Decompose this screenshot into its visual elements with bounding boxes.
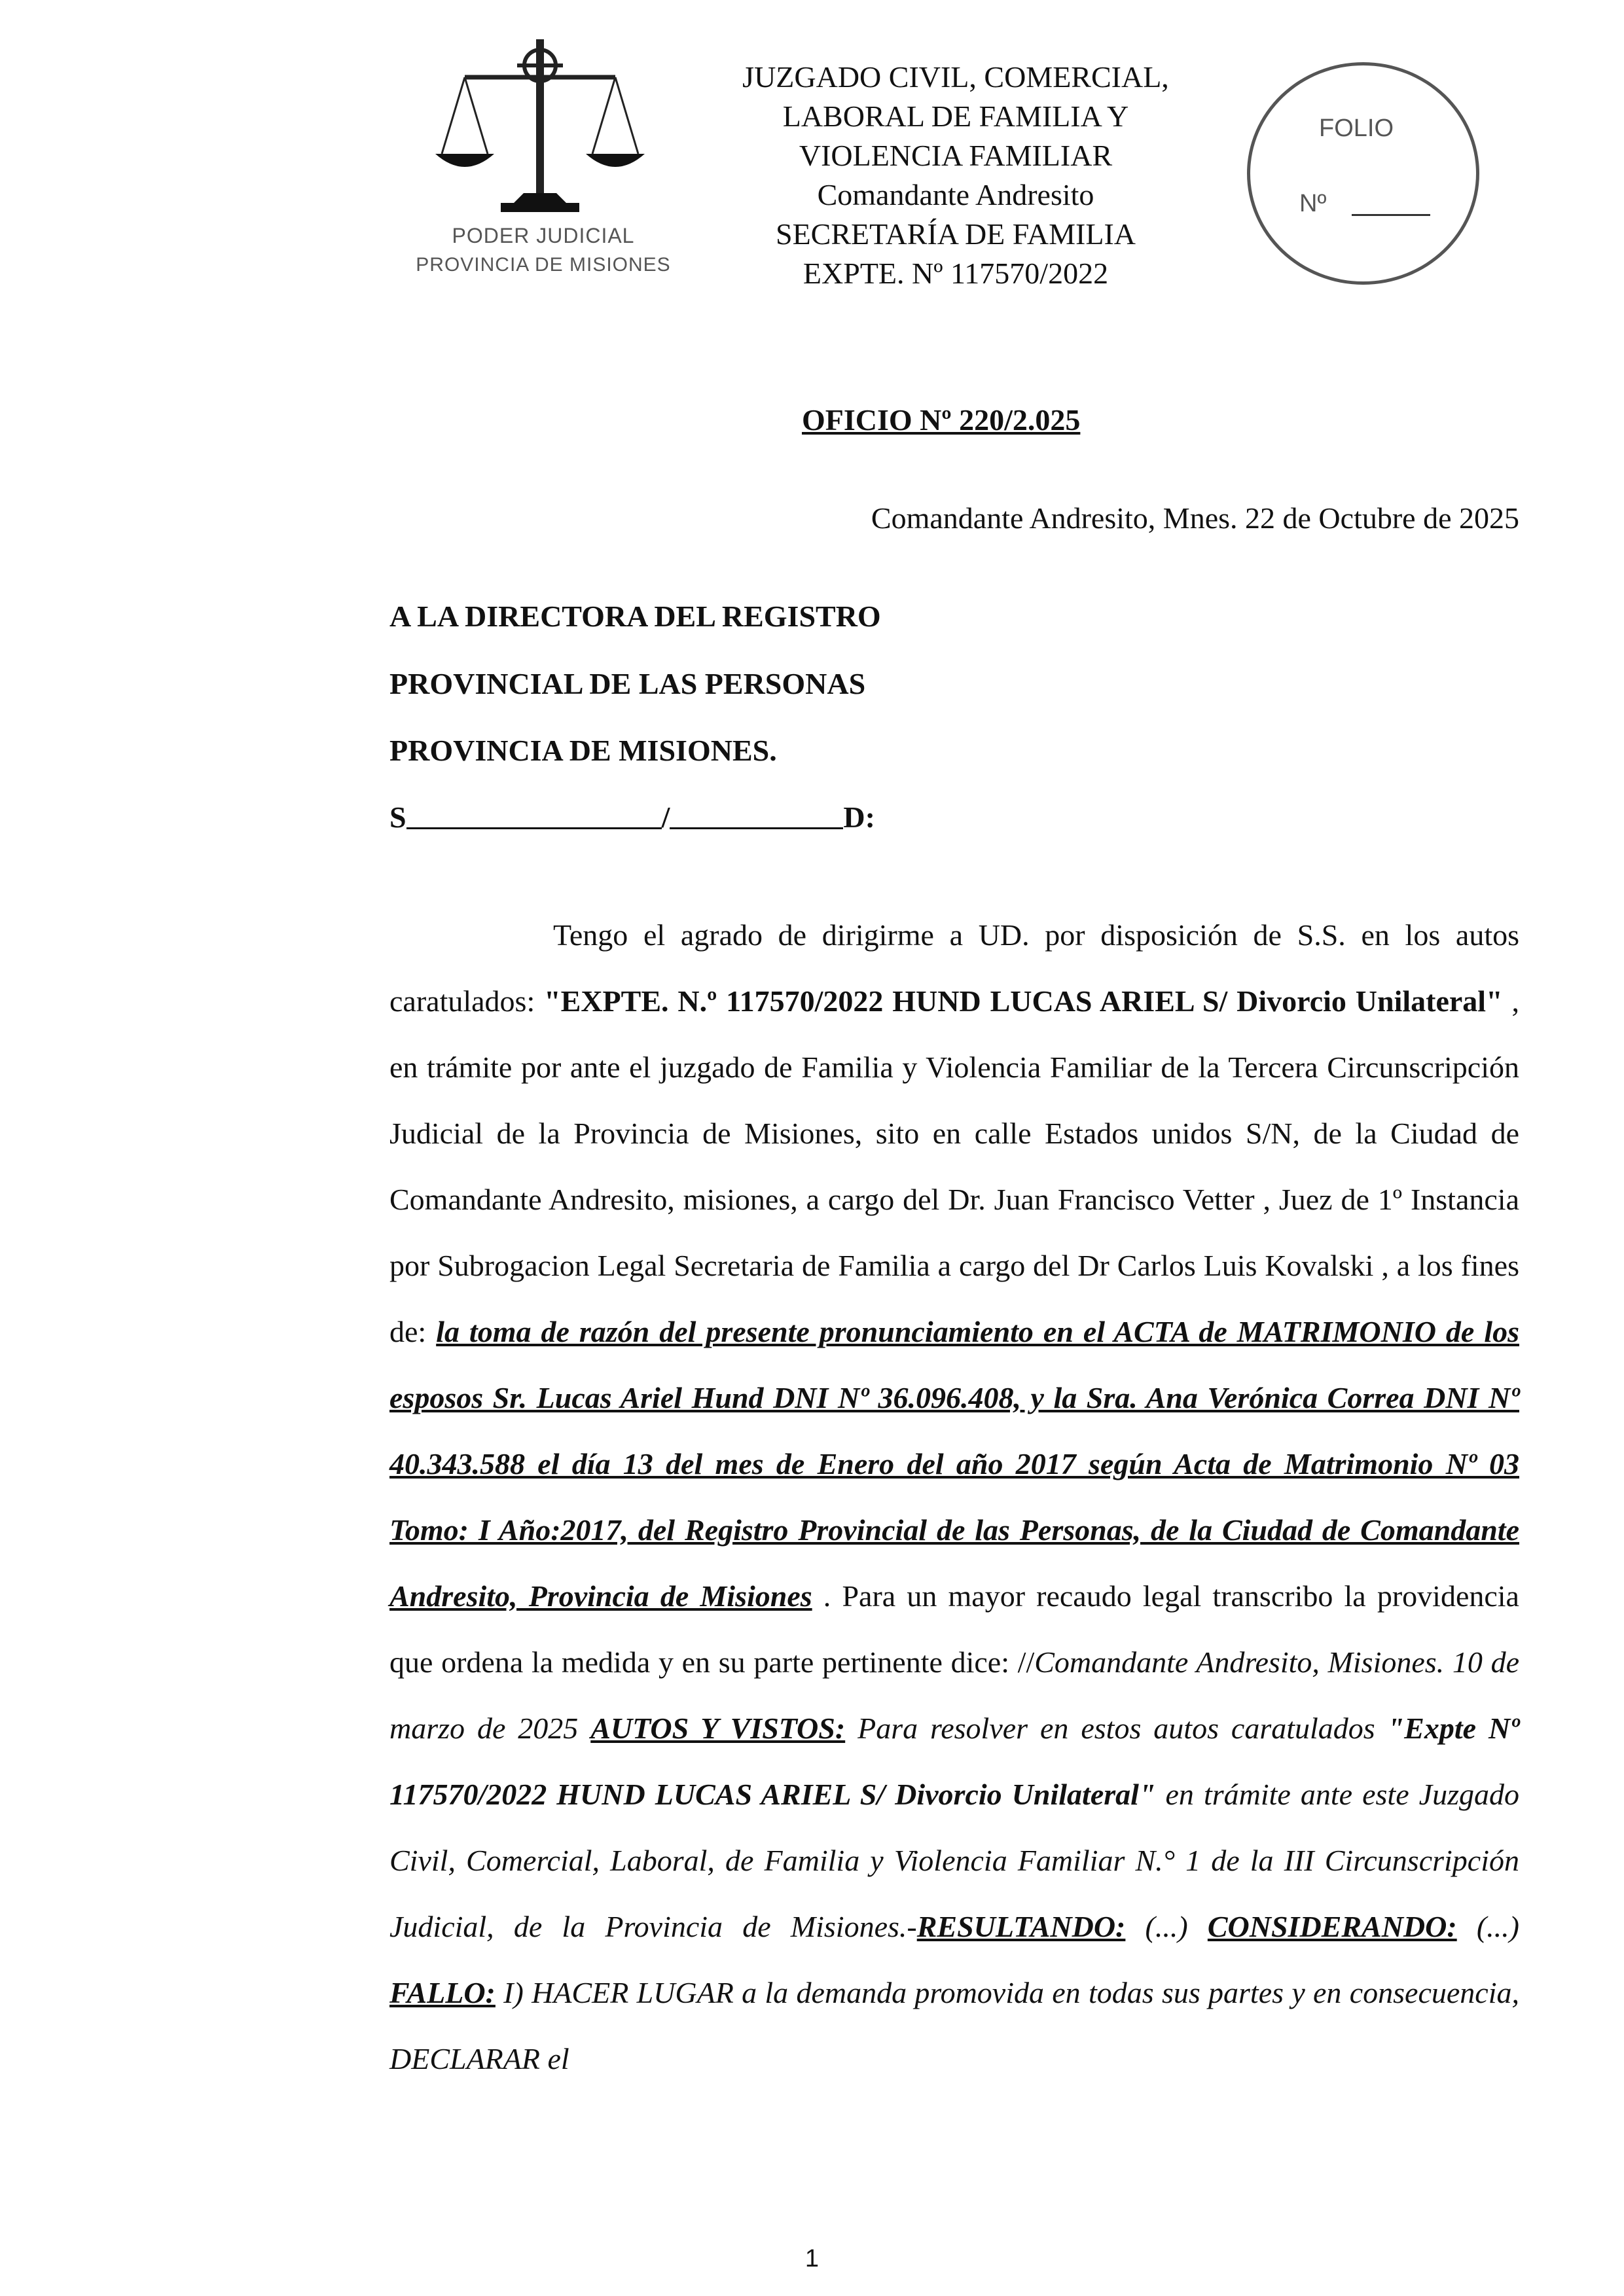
oficio-title: OFICIO Nº 220/2.025 <box>802 403 1081 437</box>
body-paragraph <box>389 902 1519 2092</box>
quoted-text: en trámite ante este Juzgado Civil, Comercial, Laboral, de Familia y Violencia Familiar N.° 1 de la III Circunscripción Judicial, de la Provincia de Misiones.- <box>389 1778 1519 1943</box>
autos-y-vistos: AUTOS Y VISTOS: <box>590 1712 846 1745</box>
folio-label: FOLIO <box>1319 115 1394 142</box>
considerando: CONSIDERANDO: <box>1207 1910 1457 1943</box>
letter-body <box>389 902 1519 2092</box>
court-line: LABORAL DE FAMILIA Y <box>782 99 1129 133</box>
purpose-text: la toma de razón del presente pronunciamiento en el ACTA de MATRIMONIO de los esposos Sr. Lucas Ariel Hund DNI Nº 36.096.408, y la Sra. Ana Verónica Correa DNI Nº 40.343.588 el día 13 del mes de Enero del año 2017 según Acta de Matrimonio Nº 03 Tomo: I Año:2017, del Registro Provincial de las Personas, de la Ciudad de Comandante Andresito, Provincia de Misiones <box>389 1315 1519 1613</box>
body-text: Tengo el agrado de dirigirme a UD. por disposición de S.S. en los autos caratulados: <box>389 918 1519 1018</box>
sd-blank-1 <box>406 827 662 829</box>
quoted-text: (...) <box>1125 1910 1208 1943</box>
court-line: Comandante Andresito <box>817 178 1094 211</box>
sd-s: S <box>389 800 406 834</box>
sd-blank-2 <box>670 827 843 829</box>
court-header <box>694 58 1218 293</box>
folio-stamp <box>1247 62 1479 285</box>
fallo: FALLO: <box>389 1976 496 2009</box>
judicial-logo <box>399 39 687 301</box>
case-title: "EXPTE. N.º 117570/2022 HUND LUCAS ARIEL S/ Divorcio Unilateral" <box>544 984 1503 1018</box>
scales-of-justice-icon <box>435 39 645 236</box>
court-line: VIOLENCIA FAMILIAR <box>799 139 1113 172</box>
folio-circle <box>1247 62 1479 285</box>
body-text: . Para un mayor recaudo legal transcribo la providencia que ordena la medida y en su parte pertinente dice: // <box>389 1579 1519 1679</box>
logo-line-2: PROVINCIA DE MISIONES <box>416 254 671 276</box>
quoted-text: Para resolver en estos autos caratulados <box>845 1712 1388 1745</box>
addressee-line-1: A LA DIRECTORA DEL REGISTRO <box>389 600 881 633</box>
quoted-text: Comandante Andresito, Misiones. 10 de marzo de 2025 <box>389 1645 1519 1745</box>
date-line: Comandante Andresito, Mnes. 22 de Octubre de 2025 <box>871 501 1519 535</box>
salutation-sd <box>389 800 875 834</box>
court-line: SECRETARÍA DE FAMILIA <box>775 217 1136 251</box>
body-text: , en trámite por ante el juzgado de Familia y Violencia Familiar de la Tercera Circunscripción Judicial de la Provincia de Misiones, sito en calle Estados unidos S/N, de la Ciudad de Comandante Andresito, misiones, a cargo del Dr. Juan Francisco Vetter , Juez de 1º Instancia por Subrogacion Legal Secretaria de Familia a cargo del Dr Carlos Luis Kovalski , a los fines de: <box>389 984 1519 1348</box>
expediente-number: EXPTE. Nº 117570/2022 <box>803 257 1109 290</box>
addressee-line-3: PROVINCIA DE MISIONES. <box>389 734 777 767</box>
logo-line-1: PODER JUDICIAL <box>452 224 635 247</box>
court-line: JUZGADO CIVIL, COMERCIAL, <box>742 60 1169 94</box>
resultando: RESULTANDO: <box>916 1910 1126 1943</box>
quoted-case-title: "Expte Nº 117570/2022 HUND LUCAS ARIEL S/ Divorcio Unilateral" <box>389 1712 1519 1811</box>
sd-slash: / <box>661 800 670 834</box>
page-number: 1 <box>804 2245 820 2272</box>
quoted-text: I) HACER LUGAR a la demanda promovida en todas sus partes y en consecuencia, DECLARAR el <box>389 1976 1519 2075</box>
sd-d: D: <box>843 800 875 834</box>
folio-number-label: Nº <box>1299 190 1327 217</box>
quoted-text: (...) <box>1456 1910 1520 1943</box>
folio-blank-line <box>1352 214 1430 216</box>
addressee-line-2: PROVINCIAL DE LAS PERSONAS <box>389 667 866 700</box>
